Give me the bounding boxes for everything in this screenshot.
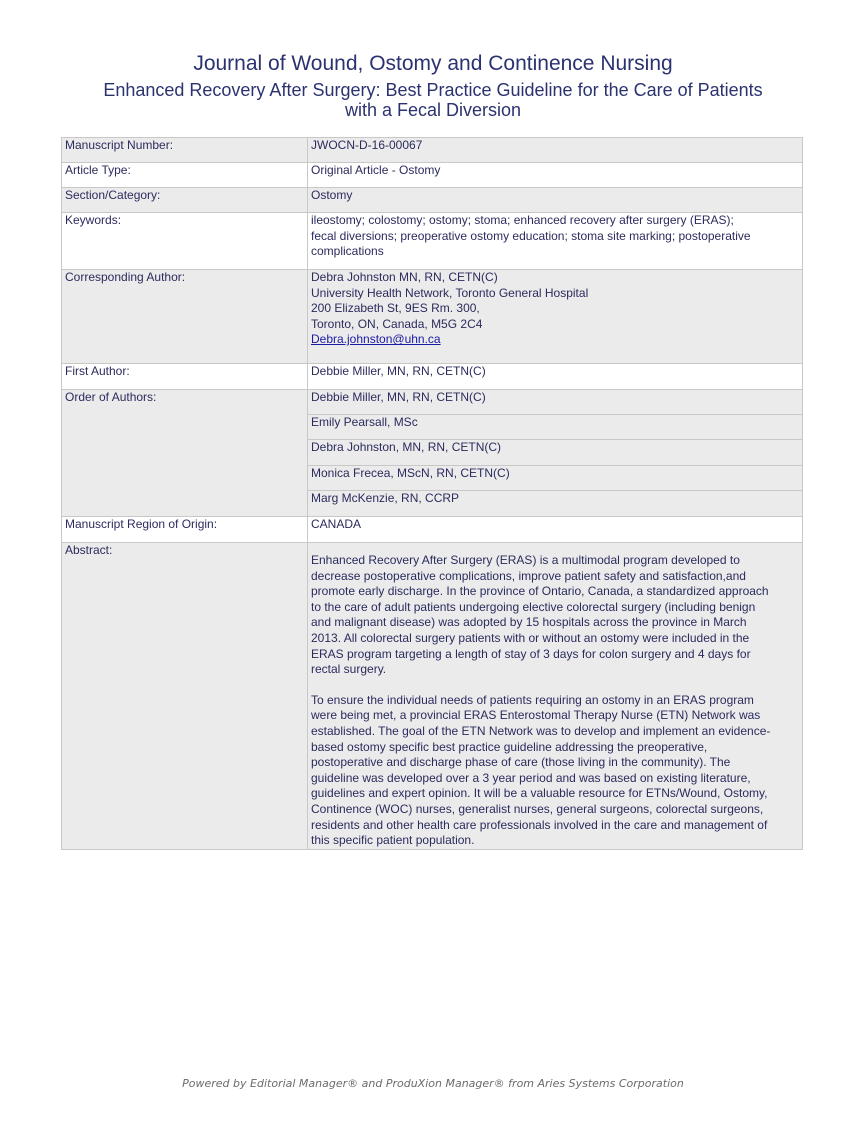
row-order-of-authors: [62, 390, 803, 415]
corresponding-author-email-link[interactable]: Debra.johnston@uhn.ca: [311, 332, 441, 347]
keywords-line: complications: [311, 244, 384, 259]
row-corresponding-author: [62, 270, 803, 364]
abstract-line: decrease postoperative complications, improve patient safety and satisfaction,and: [311, 568, 746, 583]
row-manuscript-number: [62, 138, 803, 163]
abstract-line: based ostomy specific best practice guideline addressing the preoperative,: [311, 739, 708, 754]
manuscript-number-label: Manuscript Number:: [62, 138, 308, 163]
paper-title-line-1: Enhanced Recovery After Surgery: Best Practice Guideline for the Care of Patients: [103, 80, 763, 100]
abstract-line: this specific patient population.: [311, 833, 475, 848]
abstract-line: were being met, a provincial ERAS Enterostomal Therapy Nurse (ETN) Network was: [311, 708, 761, 723]
corresponding-author-value: [308, 270, 803, 364]
abstract-paragraph-2: [311, 693, 799, 849]
abstract-line: 2013. All colorectal surgery patients with or without an ostomy were included in the: [311, 630, 750, 645]
abstract-line: residents and other health care professionals involved in the care and management of: [311, 817, 768, 832]
corresponding-author-city: Toronto, ON, Canada, M5G 2C4: [311, 316, 483, 331]
section-label: Section/Category:: [62, 188, 308, 213]
author-entry: Monica Frecea, MScN, RN, CETN(C): [308, 466, 803, 491]
author-entry: Emily Pearsall, MSc: [308, 415, 803, 440]
abstract-line: guidelines and expert opinion. It will be a valuable resource for ETNs/Wound, Ostomy,: [311, 786, 768, 801]
abstract-line: To ensure the individual needs of patients requiring an ostomy in an ERAS program: [311, 692, 754, 707]
manuscript-info-table: [61, 137, 803, 850]
abstract-line: promote early discharge. In the province of Ontario, Canada, a standardized approach: [311, 584, 769, 599]
region-value: CANADA: [308, 517, 803, 543]
row-region: [62, 517, 803, 543]
keywords-line: fecal diversions; preoperative ostomy education; stoma site marking; postoperative: [311, 228, 751, 243]
corresponding-author-street: 200 Elizabeth St, 9ES Rm. 300,: [311, 301, 480, 316]
article-type-label: Article Type:: [62, 163, 308, 188]
abstract-line: postoperative and discharge phase of care (those living in the community). The: [311, 755, 731, 770]
abstract-line: to the care of adult patients undergoing elective colorectal surgery (including benign: [311, 599, 756, 614]
row-article-type: [62, 163, 803, 188]
abstract-paragraph-1: [311, 553, 799, 678]
abstract-line: Continence (WOC) nurses, generalist nurses, general surgeons, colorectal surgeons,: [311, 801, 764, 816]
author-entry: Debbie Miller, MN, RN, CETN(C): [308, 390, 803, 415]
author-entry: Marg McKenzie, RN, CCRP: [308, 491, 803, 517]
keywords-label: Keywords:: [62, 213, 308, 270]
abstract-line: ERAS program targeting a length of stay of 3 days for colon surgery and 4 days for: [311, 646, 751, 661]
abstract-line: guideline was developed over a 3 year period and was based on existing literature,: [311, 770, 751, 785]
journal-title: Journal of Wound, Ostomy and Continence Nursing: [193, 52, 673, 75]
footer-powered-by: Powered by Editorial Manager® and ProduXion Manager® from Aries Systems Corporation: [182, 1077, 684, 1090]
abstract-line: established. The goal of the ETN Network was to develop and implement an evidence-: [311, 723, 771, 738]
abstract-line: rectal surgery.: [311, 662, 387, 677]
abstract-line: Enhanced Recovery After Surgery (ERAS) is a multimodal program developed to: [311, 553, 740, 567]
order-of-authors-label: Order of Authors:: [62, 390, 308, 517]
row-abstract: [62, 543, 803, 850]
section-value: Ostomy: [308, 188, 803, 213]
abstract-line: and malignant disease) was adopted by 15 hospitals across the province in March: [311, 615, 747, 630]
manuscript-number-value: JWOCN-D-16-00067: [308, 138, 803, 163]
region-label: Manuscript Region of Origin:: [62, 517, 308, 543]
paper-title-line-2: with a Fecal Diversion: [344, 100, 522, 120]
row-section: [62, 188, 803, 213]
corresponding-author-name: Debra Johnston MN, RN, CETN(C): [311, 270, 498, 284]
first-author-label: First Author:: [62, 364, 308, 390]
paper-title: [40, 80, 826, 120]
author-entry: Debra Johnston, MN, RN, CETN(C): [308, 440, 803, 466]
first-author-value: Debbie Miller, MN, RN, CETN(C): [308, 364, 803, 390]
article-type-value: Original Article - Ostomy: [308, 163, 803, 188]
keywords-line: ileostomy; colostomy; ostomy; stoma; enhanced recovery after surgery (ERAS);: [311, 213, 734, 227]
corresponding-author-institution: University Health Network, Toronto General Hospital: [311, 285, 589, 300]
keywords-value: [308, 213, 803, 270]
abstract-label: Abstract:: [62, 543, 308, 850]
row-keywords: [62, 213, 803, 270]
row-first-author: [62, 364, 803, 390]
corresponding-author-label: Corresponding Author:: [62, 270, 308, 364]
abstract-value: [308, 543, 803, 850]
